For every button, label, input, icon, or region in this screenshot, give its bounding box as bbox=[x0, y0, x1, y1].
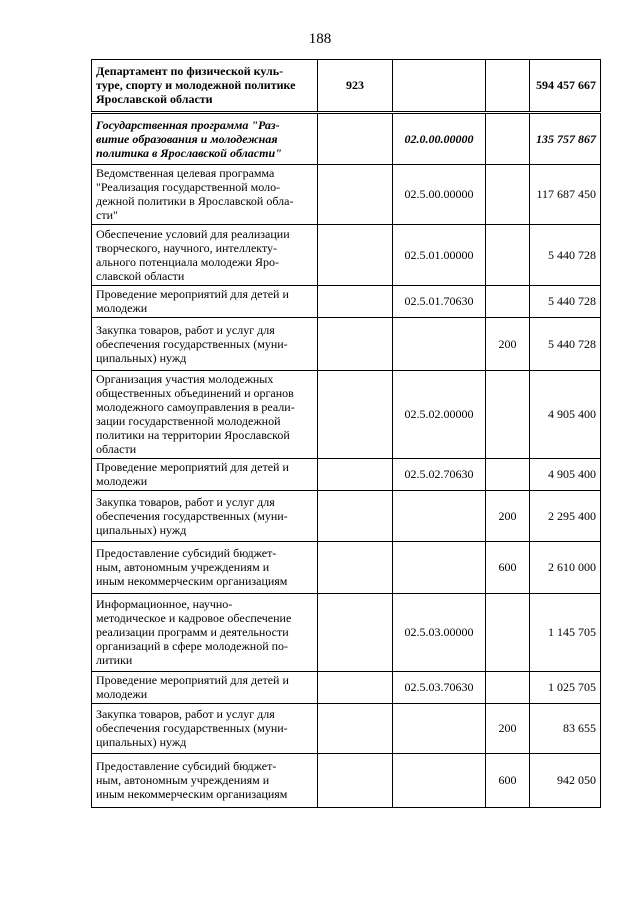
table-row bbox=[92, 491, 601, 542]
row-target-code bbox=[393, 704, 486, 754]
table-row bbox=[92, 672, 601, 704]
row-name: Предоставление субсидий бюджет- ным, автономным учреждениям и иным некоммерческим организациям bbox=[92, 754, 318, 808]
table-row bbox=[92, 594, 601, 672]
row-target-code: 02.5.03.70630 bbox=[393, 672, 486, 704]
row-target-code bbox=[393, 60, 486, 113]
row-dept-code bbox=[318, 754, 393, 808]
row-name: Информационное, научно- методическое и кадровое обеспечение реализации программ и деятельности организаций в сфере молодежной по- литики bbox=[92, 594, 318, 672]
row-name: Предоставление субсидий бюджет- ным, автономным учреждениям и иным некоммерческим организациям bbox=[92, 542, 318, 594]
row-amount: 5 440 728 bbox=[530, 318, 601, 371]
row-expense-type bbox=[486, 371, 530, 459]
row-target-code: 02.5.02.00000 bbox=[393, 371, 486, 459]
row-expense-type bbox=[486, 594, 530, 672]
table-row bbox=[92, 542, 601, 594]
row-amount: 1 145 705 bbox=[530, 594, 601, 672]
row-name: Ведомственная целевая программа "Реализация государственной моло- дежной политики в Ярославской обла- сти" bbox=[92, 165, 318, 225]
row-name: Обеспечение условий для реализации творческого, научного, интеллекту- ального потенциала молодежи Яро- славской области bbox=[92, 225, 318, 286]
row-expense-type: 200 bbox=[486, 704, 530, 754]
row-amount: 2 295 400 bbox=[530, 491, 601, 542]
row-amount: 2 610 000 bbox=[530, 542, 601, 594]
row-dept-code bbox=[318, 491, 393, 542]
row-amount: 5 440 728 bbox=[530, 225, 601, 286]
row-name: Проведение мероприятий для детей и молодежи bbox=[92, 672, 318, 704]
row-expense-type bbox=[486, 113, 530, 165]
row-name: Проведение мероприятий для детей и молодежи bbox=[92, 286, 318, 318]
row-name: Закупка товаров, работ и услуг для обеспечения государственных (муни- ципальных) нужд bbox=[92, 704, 318, 754]
row-dept-code bbox=[318, 371, 393, 459]
row-dept-code bbox=[318, 225, 393, 286]
row-expense-type bbox=[486, 165, 530, 225]
table-row bbox=[92, 113, 601, 165]
row-name: Проведение мероприятий для детей и молодежи bbox=[92, 459, 318, 491]
table-row bbox=[92, 704, 601, 754]
row-target-code: 02.0.00.00000 bbox=[393, 113, 486, 165]
row-dept-code bbox=[318, 165, 393, 225]
row-target-code: 02.5.03.00000 bbox=[393, 594, 486, 672]
table-row bbox=[92, 225, 601, 286]
row-expense-type bbox=[486, 459, 530, 491]
row-target-code: 02.5.01.70630 bbox=[393, 286, 486, 318]
row-amount: 83 655 bbox=[530, 704, 601, 754]
row-dept-code bbox=[318, 286, 393, 318]
row-target-code bbox=[393, 542, 486, 594]
row-dept-code bbox=[318, 594, 393, 672]
row-expense-type: 600 bbox=[486, 754, 530, 808]
row-expense-type bbox=[486, 672, 530, 704]
row-dept-code bbox=[318, 318, 393, 371]
row-name: Закупка товаров, работ и услуг для обеспечения государственных (муни- ципальных) нужд bbox=[92, 318, 318, 371]
row-target-code bbox=[393, 754, 486, 808]
table-row bbox=[92, 60, 601, 113]
table-row bbox=[92, 371, 601, 459]
row-expense-type bbox=[486, 225, 530, 286]
row-dept-code: 923 bbox=[318, 60, 393, 113]
row-amount: 5 440 728 bbox=[530, 286, 601, 318]
row-amount: 117 687 450 bbox=[530, 165, 601, 225]
table-row bbox=[92, 459, 601, 491]
row-expense-type: 200 bbox=[486, 318, 530, 371]
row-amount: 4 905 400 bbox=[530, 459, 601, 491]
row-amount: 135 757 867 bbox=[530, 113, 601, 165]
table-row bbox=[92, 165, 601, 225]
row-expense-type bbox=[486, 60, 530, 113]
row-target-code: 02.5.01.00000 bbox=[393, 225, 486, 286]
table-row bbox=[92, 286, 601, 318]
row-name: Закупка товаров, работ и услуг для обеспечения государственных (муни- ципальных) нужд bbox=[92, 491, 318, 542]
table-row bbox=[92, 318, 601, 371]
row-amount: 594 457 667 bbox=[530, 60, 601, 113]
table-row bbox=[92, 754, 601, 808]
row-name: Организация участия молодежных общественных объединений и органов молодежного самоуправления в реали- зации государственной молодежной политики на территории Ярославской области bbox=[92, 371, 318, 459]
row-expense-type: 600 bbox=[486, 542, 530, 594]
row-amount: 942 050 bbox=[530, 754, 601, 808]
row-dept-code bbox=[318, 542, 393, 594]
row-target-code: 02.5.02.70630 bbox=[393, 459, 486, 491]
budget-table bbox=[91, 59, 601, 808]
row-target-code: 02.5.00.00000 bbox=[393, 165, 486, 225]
row-dept-code bbox=[318, 113, 393, 165]
row-expense-type: 200 bbox=[486, 491, 530, 542]
page-number: 188 bbox=[308, 31, 332, 47]
row-target-code bbox=[393, 491, 486, 542]
row-target-code bbox=[393, 318, 486, 371]
row-dept-code bbox=[318, 672, 393, 704]
row-dept-code bbox=[318, 704, 393, 754]
row-name: Департамент по физической куль- туре, спорту и молодежной политике Ярославской области bbox=[92, 60, 318, 113]
row-amount: 1 025 705 bbox=[530, 672, 601, 704]
row-amount: 4 905 400 bbox=[530, 371, 601, 459]
row-dept-code bbox=[318, 459, 393, 491]
row-expense-type bbox=[486, 286, 530, 318]
row-name: Государственная программа "Раз- витие образования и молодежная политика в Ярославской области" bbox=[92, 113, 318, 165]
